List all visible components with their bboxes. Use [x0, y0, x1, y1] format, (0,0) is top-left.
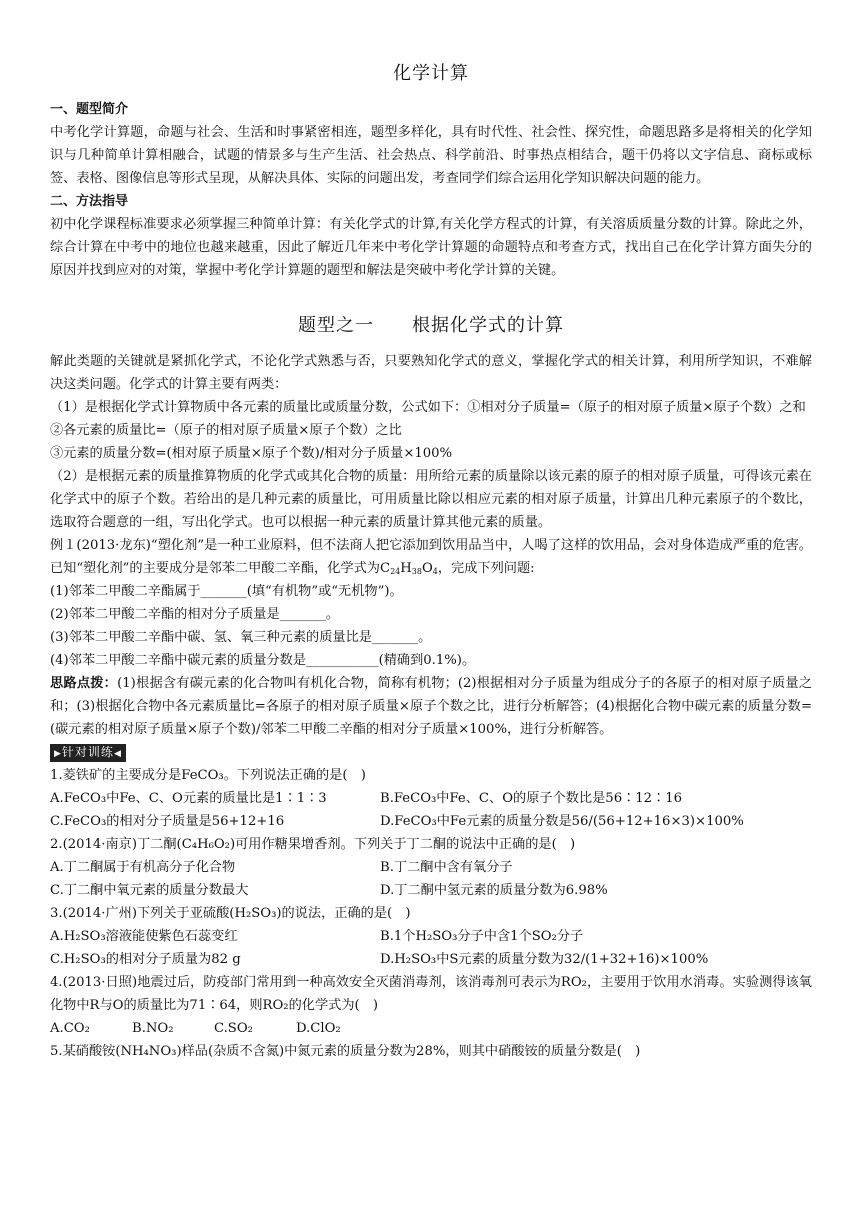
- method-heading: 二、方法指导: [50, 194, 129, 209]
- page-title: 化学计算: [393, 63, 469, 84]
- question-3-option-d: D.H₂SO₃中S元素的质量分数为32/(1+32+16)×100%: [380, 952, 709, 967]
- question-4-option-b: B.NO₂: [132, 1021, 174, 1036]
- question-2-options-row-1: [50, 856, 812, 879]
- triangle-left-icon: ◀: [113, 749, 122, 759]
- question-1-option-d: D.FeCO₃中Fe元素的质量分数是56/(56+12+16×3)×100%: [380, 814, 744, 829]
- intro-paragraph: 中考化学计算题，命题与社会、生活和时事紧密相连，题型多样化，具有时代性、社会性、探究性，命题思路多是将相关的化学知识与几种简单计算相融合，试题的情景多与生产生活、社会热点、科学前沿、时事热点相结合，题干仍将以文字信息、商标或标签、表格、图像信息等形式呈现，从解决具体、实际的问题出发，考查同学们综合运用化学知识解决问题的能力。: [50, 125, 812, 186]
- section-paragraph-2: （1）是根据化学式计算物质中各元素的质量比或质量分数，公式如下：①相对分子质量=（原子的相对原子质量×原子个数）之和: [50, 400, 806, 415]
- question-1-options-row-1: [50, 787, 812, 810]
- section-paragraph-1: 解此类题的关键就是紧抓化学式，不论化学式熟悉与否，只要熟知化学式的意义，掌握化学式的相关计算，利用所学知识，不难解决这类问题。化学式的计算主要有两类：: [50, 354, 812, 392]
- example-hint: [50, 672, 812, 741]
- question-1-option-a: A.FeCO₃中Fe、C、O元素的质量比是1∶1∶3: [50, 791, 327, 806]
- section-title: 题型之一 根据化学式的计算: [298, 315, 564, 336]
- question-5-stem: 5.某硝酸铵(NH₄NO₃)样品(杂质不含氮)中氮元素的质量分数为28%，则其中硝酸铵的质量分数是( ): [50, 1044, 641, 1059]
- question-2-stem: 2.(2014·南京)丁二酮(C₄H₆O₂)可用作糖果增香剂。下列关于丁二酮的说法中正确的是( ): [50, 837, 576, 852]
- question-3-option-c: C.H₂SO₃的相对分子质量为82 g: [50, 952, 241, 967]
- question-4-option-d: D.ClO₂: [296, 1021, 341, 1036]
- example-stem: 例１(2013·龙东)“塑化剂”是一种工业原料，但不法商人把它添加到饮用品当中，人喝了这样的饮用品，会对身体造成严重的危害。已知“塑化剂”的主要成分是邻苯二甲酸二辛酯，化学式为$C_{24}H_{38}O_4$，完成下列问题:: [50, 538, 812, 576]
- intro-heading: 一、题型简介: [50, 102, 129, 117]
- question-3-options-row-2: [50, 948, 812, 971]
- method-paragraph: 初中化学课程标准要求必须掌握三种简单计算：有关化学式的计算,有关化学方程式的计算，有关溶质质量分数的计算。除此之外，综合计算在中考中的地位也越来越重，因此了解近几年来中考化学计算题的命题特点和考查方式，找出自己在化学计算方面失分的原因并找到应对的对策，掌握中考化学计算题的题型和解法是突破中考化学计算的关键。: [50, 217, 812, 278]
- section-paragraph-4: ③元素的质量分数=(相对原子质量×原子个数)/相对分子质量×100%: [50, 446, 453, 461]
- question-3-options-row-1: [50, 925, 812, 948]
- question-4-options-row: [50, 1017, 812, 1040]
- practice-badge: ▶针对训练◀: [50, 744, 126, 762]
- question-3-stem: 3.(2014·广州)下列关于亚硫酸(H₂SO₃)的说法，正确的是( ): [50, 906, 411, 921]
- section-paragraph-5: （2）是根据元素的质量推算物质的化学式或其化合物的质量：用所给元素的质量除以该元素的原子的相对原子质量，可得该元素在化学式中的原子个数。若给出的是几种元素的质量比，可用质量比除以相应元素的相对原子质量，计算出几种元素原子的个数比，选取符合题意的一组，写出化学式。也可以根据一种元素的质量计算其他元素的质量。: [50, 469, 812, 530]
- question-4-stem: 4.(2013·日照)地震过后，防疫部门常用到一种高效安全灭菌消毒剂，该消毒剂可表示为RO₂，主要用于饮用水消毒。实验测得该氧化物中R与O的质量比为71∶64，则RO₂的化学式为( ): [50, 975, 812, 1013]
- question-4-option-c: C.SO₂: [214, 1021, 253, 1036]
- question-4-option-a: A.CO₂: [50, 1021, 90, 1036]
- question-2-options-row-2: [50, 879, 812, 902]
- hint-text: (1)根据含有碳元素的化合物叫有机化合物，简称有机物；(2)根据相对分子质量为组成分子的各原子的相对原子质量之和；(3)根据化合物中各元素质量比=各原子的相对原子质量×原子个数之比，进行分析解答；(4)根据化合物中碳元素的质量分数=(碳元素的相对原子质量×原子个数)/邻苯二甲酸二辛酯的相对分子质量×100%，进行分析解答。: [50, 676, 813, 737]
- question-1-options-row-2: [50, 810, 812, 833]
- question-2-option-a: A.丁二酮属于有机高分子化合物: [50, 860, 236, 875]
- document-page: [50, 56, 812, 1063]
- example-question-1: (1)邻苯二甲酸二辛酯属于_______(填“有机物”或“无机物”)。: [50, 584, 403, 599]
- question-1-option-b: B.FeCO₃中Fe、C、O的原子个数比是56∶12∶16: [380, 791, 683, 806]
- question-2-option-c: C.丁二酮中氧元素的质量分数最大: [50, 883, 249, 898]
- hint-label: 思路点拨：: [50, 676, 118, 691]
- example-question-3: (3)邻苯二甲酸二辛酯中碳、氢、氧三种元素的质量比是_______。: [50, 630, 432, 645]
- question-1-option-c: C.FeCO₃的相对分子质量是56+12+16: [50, 814, 285, 829]
- question-2-option-b: B.丁二酮中含有氧分子: [380, 860, 513, 875]
- question-3-option-a: A.H₂SO₃溶液能使紫色石蕊变红: [50, 929, 238, 944]
- question-1-stem: 1.菱铁矿的主要成分是FeCO₃。下列说法正确的是( ): [50, 768, 366, 783]
- section-paragraph-3: ②各元素的质量比=（原子的相对原子质量×原子个数）之比: [50, 423, 402, 438]
- triangle-right-icon: ▶: [54, 749, 62, 759]
- question-3-option-b: B.1个H₂SO₃分子中含1个SO₂分子: [380, 929, 584, 944]
- example-question-2: (2)邻苯二甲酸二辛酯的相对分子质量是_______。: [50, 607, 340, 622]
- example-question-4: (4)邻苯二甲酸二辛酯中碳元素的质量分数是___________(精确到0.1%)。: [50, 653, 476, 668]
- question-2-option-d: D.丁二酮中氢元素的质量分数为6.98%: [380, 883, 608, 898]
